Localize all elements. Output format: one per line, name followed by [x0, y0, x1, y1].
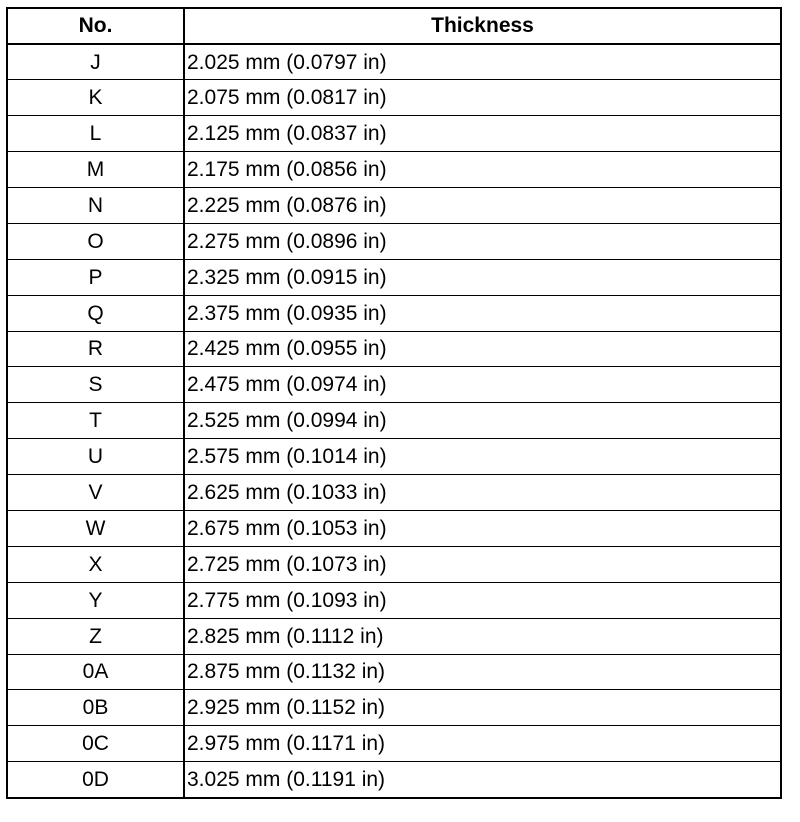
table-row	[7, 403, 781, 439]
cell-thickness: 2.975 mm (0.1171 in)	[184, 726, 781, 762]
table-row	[7, 331, 781, 367]
cell-no: R	[7, 331, 184, 367]
cell-thickness: 2.675 mm (0.1053 in)	[184, 510, 781, 546]
cell-no: Y	[7, 582, 184, 618]
cell-thickness: 2.075 mm (0.0817 in)	[184, 80, 781, 116]
cell-thickness: 2.775 mm (0.1093 in)	[184, 582, 781, 618]
table-row	[7, 546, 781, 582]
table-row	[7, 726, 781, 762]
header-thickness: Thickness	[184, 8, 781, 44]
cell-no: J	[7, 44, 184, 80]
cell-no: W	[7, 510, 184, 546]
cell-no: T	[7, 403, 184, 439]
cell-thickness: 2.175 mm (0.0856 in)	[184, 152, 781, 188]
cell-thickness: 2.225 mm (0.0876 in)	[184, 187, 781, 223]
header-no: No.	[7, 8, 184, 44]
thickness-table	[6, 7, 782, 799]
cell-no: U	[7, 439, 184, 475]
cell-no: P	[7, 259, 184, 295]
table-row	[7, 152, 781, 188]
table-row	[7, 690, 781, 726]
cell-thickness: 2.825 mm (0.1112 in)	[184, 618, 781, 654]
cell-thickness: 2.875 mm (0.1132 in)	[184, 654, 781, 690]
cell-no: 0B	[7, 690, 184, 726]
table-row	[7, 475, 781, 511]
table-body	[7, 44, 781, 798]
cell-no: Z	[7, 618, 184, 654]
cell-no: 0A	[7, 654, 184, 690]
table-row	[7, 654, 781, 690]
cell-no: M	[7, 152, 184, 188]
cell-no: O	[7, 223, 184, 259]
cell-thickness: 2.325 mm (0.0915 in)	[184, 259, 781, 295]
cell-no: V	[7, 475, 184, 511]
table-row	[7, 259, 781, 295]
table-row	[7, 295, 781, 331]
table-row	[7, 223, 781, 259]
table-row	[7, 510, 781, 546]
cell-thickness: 2.725 mm (0.1073 in)	[184, 546, 781, 582]
table-row	[7, 618, 781, 654]
cell-no: N	[7, 187, 184, 223]
cell-no: K	[7, 80, 184, 116]
cell-thickness: 2.025 mm (0.0797 in)	[184, 44, 781, 80]
cell-thickness: 2.375 mm (0.0935 in)	[184, 295, 781, 331]
cell-no: X	[7, 546, 184, 582]
cell-thickness: 2.475 mm (0.0974 in)	[184, 367, 781, 403]
table-row	[7, 762, 781, 798]
table-header-row	[7, 8, 781, 44]
cell-thickness: 3.025 mm (0.1191 in)	[184, 762, 781, 798]
table-row	[7, 80, 781, 116]
cell-thickness: 2.125 mm (0.0837 in)	[184, 116, 781, 152]
table-row	[7, 116, 781, 152]
cell-no: S	[7, 367, 184, 403]
cell-thickness: 2.625 mm (0.1033 in)	[184, 475, 781, 511]
cell-thickness: 2.575 mm (0.1014 in)	[184, 439, 781, 475]
cell-thickness: 2.425 mm (0.0955 in)	[184, 331, 781, 367]
table-row	[7, 582, 781, 618]
table-row	[7, 187, 781, 223]
cell-thickness: 2.925 mm (0.1152 in)	[184, 690, 781, 726]
table-row	[7, 367, 781, 403]
cell-no: 0C	[7, 726, 184, 762]
table-row	[7, 44, 781, 80]
cell-no: 0D	[7, 762, 184, 798]
cell-thickness: 2.275 mm (0.0896 in)	[184, 223, 781, 259]
cell-thickness: 2.525 mm (0.0994 in)	[184, 403, 781, 439]
table-row	[7, 439, 781, 475]
cell-no: Q	[7, 295, 184, 331]
cell-no: L	[7, 116, 184, 152]
